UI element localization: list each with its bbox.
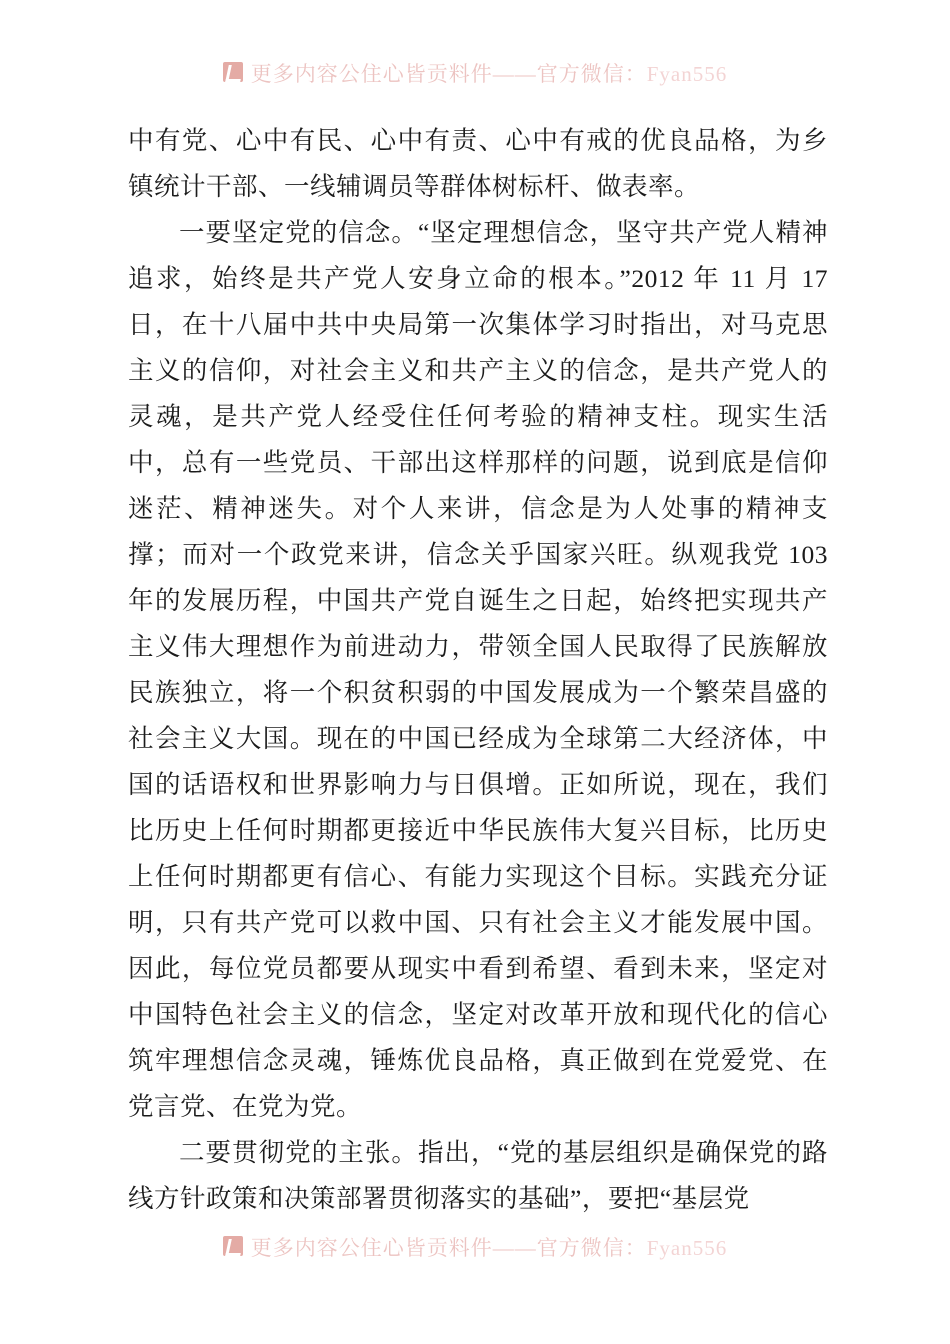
watermark-text-main-bottom: 更多内容公住心皆贡料件——官方微信：: [250, 1236, 647, 1260]
paragraph-1: 中有党、心中有民、心中有责、心中有戒的优良品格，为乡镇统计干部、一线辅调员等群体树标杆、做表率。: [128, 126, 828, 201]
paragraph-3: 二要贯彻党的主张。指出，“党的基层组织是确保党的路线方针政策和决策部署贯彻落实的基础”，要把“基层党: [128, 1138, 828, 1213]
watermark-text-top: [251, 58, 728, 88]
watermark-text-handle-top: Fyan556: [646, 62, 728, 86]
document-text-body: [128, 118, 828, 1222]
watermark-text-handle-bottom: Fyan556: [646, 1236, 728, 1260]
watermark-bottom: [0, 1232, 950, 1262]
red-flag-logo-icon: [223, 1236, 245, 1258]
watermark-top: [0, 58, 950, 88]
watermark-text-bottom: [251, 1232, 728, 1262]
paragraph-2: 一要坚定党的信念。“坚定理想信念，坚守共产党人精神追求，始终是共产党人安身立命的根本。”2012 年 11 月 17 日，在十八届中共中央局第一次集体学习时指出，对马克思主义的信仰，对社会主义和共产主义的信念，是共产党人的灵魂，是共产党人经受住任何考验的精神支柱。现实生活中，总有一些党员、干部出这样那样的问题，说到底是信仰迷茫、精神迷失。对个人来讲，信念是为人处事的精神支撑；而对一个政党来讲，信念关乎国家兴旺。纵观我党 103 年的发展历程，中国共产党自诞生之日起，始终把实现共产主义伟大理想作为前进动力，带领全国人民取得了民族解放民族独立，将一个积贫积弱的中国发展成为一个繁荣昌盛的社会主义大国。现在的中国已经成为全球第二大经济体，中国的话语权和世界影响力与日俱增。正如所说，现在，我们比历史上任何时期都更接近中华民族伟大复兴目标，比历史上任何时期都更有信心、有能力实现这个目标。实践充分证明，只有共产党可以救中国、只有社会主义才能发展中国。因此，每位党员都要从现实中看到希望、看到未来，坚定对中国特色社会主义的信念，坚定对改革开放和现代化的信心筑牢理想信念灵魂，锤炼优良品格，真正做到在党爱党、在党言党、在党为党。: [128, 218, 828, 1121]
red-flag-logo-icon: [223, 62, 245, 84]
watermark-text-main-top: 更多内容公住心皆贡料件——官方微信：: [250, 62, 647, 86]
